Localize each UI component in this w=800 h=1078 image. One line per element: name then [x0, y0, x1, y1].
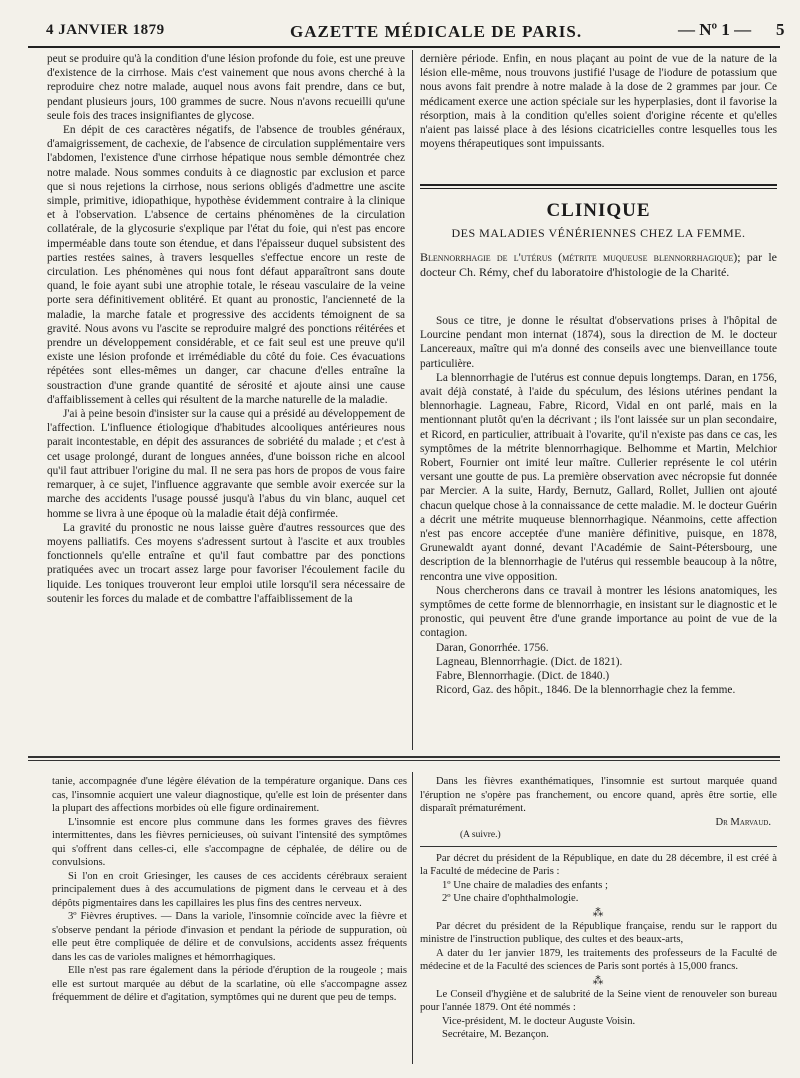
- to-be-continued: (A suivre.): [460, 830, 501, 840]
- list-item: Vice-président, M. le docteur Auguste Voisin.: [442, 1015, 636, 1027]
- list-item: 2º Une chaire d'ophthalmologie.: [442, 893, 579, 904]
- feuilleton-rule: [28, 756, 780, 758]
- left-column-top: [47, 52, 405, 750]
- reference-item: Lagneau, Blennorrhagie. (Dict. de 1821).: [436, 655, 623, 668]
- asterism: ⁂: [592, 974, 605, 987]
- paragraph: J'ai à peine besoin d'insister sur la cause qui a présidé au développement de l'affection. L'influence étiologique d'habitudes alcooliques antérieures nous parait incontestable, en dépit des assurances de sobriété du malade ; et c'est à cet usage prolongé, durant de longues années, d'une boisson riche en alcool qu'il faut attribuer l'origine du mal. Il ne sera pas hors de propos de vous faire remarquer, à ce sujet, l'influence aggravante que semble avoir exercée sur la marche des accidents l'usage poussé jusqu'à l'abus du vin blanc, auquel cet homme se livra à une époque où la maladie était déjà confirmée.: [47, 408, 405, 520]
- paragraph: dernière période. Enfin, en nous plaçant au point de vue de la nature de la lésion elle-même, nous trouvons justifié l'usage de l'iodure de potassium que nous avons fait prendre à notre malade à la dose de 2 grammes par jour. Ce médicament exerce une action spéciale sur les hyperplasies, dont il favorise la résorption, mais à la condition qu'elles soient d'origine récente et qu'elles n'aient pas laissé place à des lésions cicatricielles contre lesquelles tous les moyens thérapeutiques sont impuissants.: [420, 53, 777, 151]
- issue-date: 4 JANVIER 1879: [46, 22, 165, 38]
- paragraph: Si l'on en croit Griesinger, les causes de ces accidents cérébraux seraient principalement dues à des accumulations de pigment dans le cerveau et à des dépôts pigmentaires dans les capillaires les plus fins des centres nerveux.: [52, 870, 407, 909]
- reference-item: Ricord, Gaz. des hôpit., 1846. De la blennorrhagie chez la femme.: [436, 684, 736, 697]
- article-title: Blennorrhagie de l'utérus (métrite muqueuse blennorrhagique): [420, 250, 738, 264]
- author-signature: Dr Marvaud.: [715, 816, 771, 828]
- paragraph: La blennorrhagie de l'utérus est connue depuis longtemps. Daran, en 1756, avait déjà constaté, à l'aide du spéculum, des lésions utérines pendant la blennorhagie. Lagneau, Fabre, Ricord, Vidal en ont parlé, mais en la mentionnant plutôt qu'en la décrivant ; ils l'ont laissée sur un plan secondaire, et Ricord, en particulier, attribuait à l'ovarite, qu'il n'existe pas dans ce cas, les symptômes de la métrite blennorrhagique. Belhomme et Martin, Melchior Robert, Fournier ont imité leur maître. Cullerier représente le col utérin versant une goutte de pus. La première observation avec nécropsie fut donnée par Mercier. A la suite, Hardy, Bernutz, Gallard, Rollet, Jullien ont ajouté chacun quelque chose à la connaissance de cette maladie. M. le docteur Guérin a décrit une métrite muqueuse blennorrhagique. Néanmoins, cette affection n'est pas encore acceptée d'une manière définitive, puisque, en 1878, Grunewaldt ayant donné, devant l'Académie de Saint-Pétersbourg, une description de la blennorrhagie de l'utérus qui ressemble beaucoup à la nôtre, rencontra une vive opposition.: [420, 371, 777, 583]
- header-rule: [28, 46, 780, 48]
- paragraph: Nous chercherons dans ce travail à montrer les lésions anatomiques, les symptômes de cette forme de blennorrhagie, en insistant sur le diagnostic et le pronostic, qui peuvent être d'une grande importance au point de vue de la contagion.: [420, 584, 777, 640]
- section-subtitle: DES MALADIES VÉNÉRIENNES CHEZ LA FEMME.: [451, 226, 746, 240]
- paragraph: La gravité du pronostic ne nous laisse guère d'autres ressources que des moyens palliatifs. Ces moyens s'adressent surtout à l'ascite et aux troubles fonctionnels qu'elle entraîne et qu'il faut combattre par des ponctions pratiquées avec un trocart assez large pour favoriser l'écoulement facile du liquide. Les toniques trouveront leur emploi utile lorsqu'il sera nécessaire de soutenir les forces du malade et de combattre l'affaiblissement de la: [47, 521, 405, 605]
- paragraph: Par décret du président de la République française, rendu sur le rapport du ministre de l'instruction publique, des cultes et des beaux-arts,: [420, 920, 777, 945]
- page-header: [28, 20, 785, 44]
- journal-title: GAZETTE MÉDICALE DE PARIS.: [290, 22, 583, 41]
- paragraph: L'insomnie est encore plus commune dans les formes graves des fièvres intermittentes, dans les fièvres pernicieuses, où suivant l'intensité des symptômes qui s'offrent dans celles-ci, elle s'accompagne de céphalée, de délire ou de convulsions.: [52, 816, 407, 868]
- page-number: 5: [776, 20, 785, 39]
- article-byline: ; par le docteur Ch. Rémy, chef du laboratoire d'histologie de la Charité.: [420, 250, 777, 279]
- divider: [420, 846, 777, 847]
- paragraph: A dater du 1er janvier 1879, les traitements des professeurs de la Faculté de médecine et de la Faculté des sciences de Paris sont portés à 15,000 francs.: [420, 947, 777, 972]
- paragraph: 3º Fièvres éruptives. — Dans la variole, l'insomnie coïncide avec la fièvre et s'observe pendant la période d'invasion et pendant la période de suppuration, où elle peut être compliquée de délire et de convulsions, accidents assez fréquents dans les cas de varioles malignes et hémorrhagiques.: [52, 911, 407, 963]
- issue-number: — Nº 1 —: [678, 20, 752, 39]
- column-divider: [412, 50, 413, 750]
- paragraph: peut se produire qu'à la condition d'une lésion profonde du foie, est une preuve d'existence de la cirrhose. Mais c'est vainement que nous avons cherché à la reproduire chez notre malade, auquel nous avons fait prendre, dans ce but, pendant plusieurs jours, 100 grammes de sucre. Nous n'avons recueilli qu'une seule fois des traces insignifiantes de glycose.: [47, 53, 405, 122]
- column-divider-bottom: [412, 772, 413, 1064]
- asterism: ⁂: [592, 906, 605, 919]
- paragraph: En dépit de ces caractères négatifs, de l'absence de troubles généraux, d'amaigrissement, de cachexie, de l'absence de circulation supplémentaire vers l'abdomen, l'existence d'une cirrhose hépatique nous semble démontrée chez notre malade. Nous sommes conduits à ce diagnostic par exclusion et parce que si nous rejetions la cirrhose, nous serions obligés d'admettre une ascite simple, primitive, idiopathique, hypothèse évidemment contraire à la clinique et à l'observation. L'absence de certains phénomènes de la circulation collatérale, de la glycosurie s'explique par l'état du foie, qui n'est pas encore imperméable dans toute son étendue, et dans l'épaisseur duquel subsistent des parties restées saines, à travers lesquelles s'effectue encore un reste de circulation. Les phénomènes qui nous font défaut apparaîtront sans doute quand, le foie ayant subi une atrophie totale, le réseau vasculaire de la veine porte sera définitivement oblitéré. Et quant au pronostic, l'ancienneté de la maladie, la marche fatale et progressive des accidents témoignent de sa gravité. Nous avons vu l'ascite se reproduire malgré des ponctions réitérées et prendre un développement considérable, et ce fait seul est une preuve qu'il existe une lésion profonde et irrémédiable du côté du foie. Ces évacuations répétées sont elles-mêmes un danger, car chacune d'elles entraîne la soustraction d'une grande quantité de sérosité et ajoute ainsi une cause d'affaiblissement à celles qui résultent de la marche naturelle de la maladie.: [47, 124, 405, 406]
- feuilleton-left: [52, 775, 407, 1065]
- paragraph: Par décret du président de la République, en date du 28 décembre, il est créé à la Faculté de médecine de Paris :: [420, 852, 777, 877]
- reference-item: Daran, Gonorrhée. 1756.: [436, 641, 549, 654]
- list-item: Secrétaire, M. Bezançon.: [442, 1029, 549, 1040]
- paragraph: Sous ce titre, je donne le résultat d'observations prises à l'hôpital de Lourcine pendant mon internat (1874), sous la direction de M. le docteur Lancereaux, maître qui m'a donné des conseils avec une bienveillance toute particulière.: [420, 315, 777, 370]
- section-title: CLINIQUE: [546, 200, 651, 221]
- reference-item: Fabre, Blennorrhagie. (Dict. de 1840.): [436, 670, 610, 683]
- article-heading: [420, 250, 777, 280]
- feuilleton-right: [420, 775, 777, 1065]
- paragraph: Elle n'est pas rare également dans la période d'éruption de la rougeole ; mais elle est surtout marquée au début de la scarlatine, où elle s'accompagne assez fréquemment de délire et d'agitation, symptômes qui ne durent que peu de temps.: [52, 965, 407, 1003]
- section-rule-top-thin: [420, 188, 777, 189]
- clinique-article-body: [420, 314, 777, 750]
- paragraph: Dans les fièvres exanthématiques, l'insomnie est surtout marquée quand l'éruption ne s'opère pas franchement, ou encore quand, après être sortie, elle disparaît prématurément.: [420, 776, 777, 814]
- list-item: 1º Une chaire de maladies des enfants ;: [442, 879, 608, 891]
- references-list: [420, 641, 777, 698]
- feuilleton-rule-thin: [28, 760, 780, 761]
- paragraph: Le Conseil d'hygiène et de salubrité de la Seine vient de renouveler son bureau pour l'année 1879. Ont été nommés :: [420, 988, 777, 1013]
- section-rule-top: [420, 184, 777, 186]
- right-column-intro: [420, 52, 777, 182]
- paragraph: tanie, accompagnée d'une légère élévation de la température organique. Dans ces cas, l'insomnie acquiert une valeur diagnostique, qu'elle est loin de présenter dans la plupart des affections morbides où elle figure ordinairement.: [52, 776, 407, 814]
